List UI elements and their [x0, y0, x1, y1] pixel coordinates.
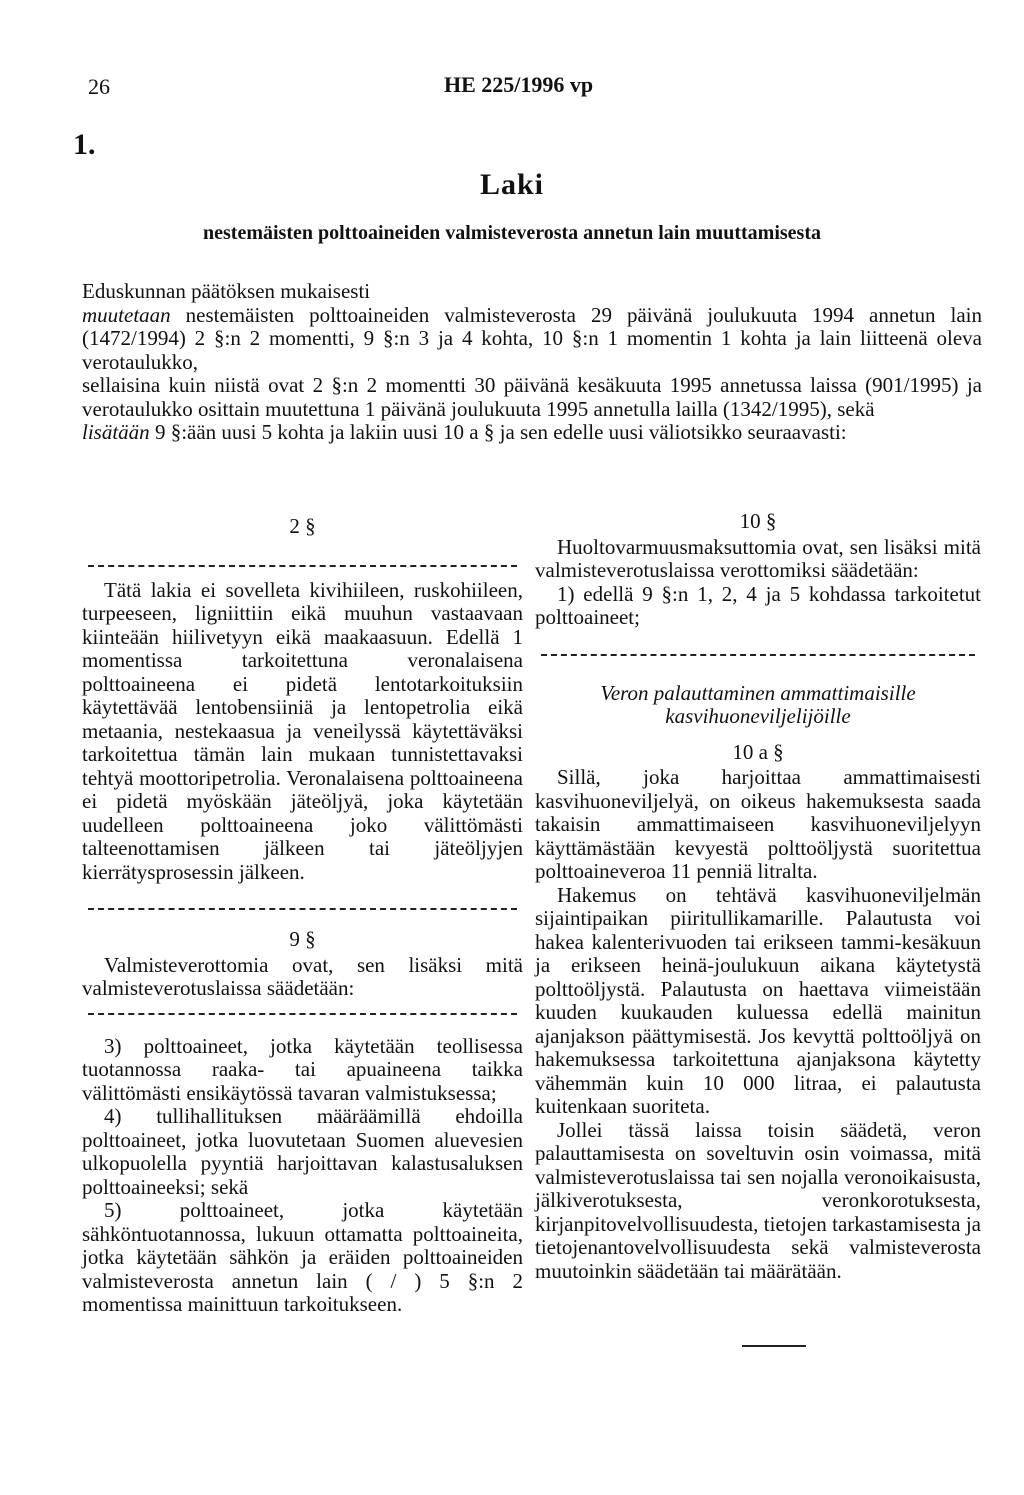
add-text: 9 §:ään uusi 5 kohta ja lakiin uusi 10 a § ja sen edelle uusi väliotsikko seuraavasti: — [149, 420, 847, 444]
section-10a-para-2: Hakemus on tehtävä kasvihuoneviljelmän sijaintipaikan piiritullikamarille. Palautusta voi hakea kalenterivuoden tai erikseen tammi-kesäkuun ja erikseen heinä-joulukuun aikana käytetystä polttoöljystä. Palautusta on haettava viimeistään kuuden kuukauden kuluessa edellä mainitun ajanjakson päättymisestä. Jos kevyttä polttoöljyä on hakemuksessa tarkoitettuna ajanjaksona käytetty vähemmän kuin 10 000 litraa, ei palautusta kuitenkaan suoriteta. — [535, 882, 981, 1118]
section-9-item-5: 5) polttoaineet, jotka käytetään sähköntuotannossa, lukuun ottamatta polttoaineita, jotka käytetään sähkön ja eräiden polttoaineiden valmisteverosta annetun lain ( / ) 5 §:n 2 momentissa mainittuun tarkoitukseen. — [82, 1198, 523, 1316]
preamble-line-1: Eduskunnan päätöksen mukaisesti — [82, 279, 371, 303]
section-10a-heading: 10 a § — [732, 739, 784, 764]
omission-dashes — [88, 1001, 517, 1015]
section-10a-para-3: Jollei tässä laissa toisin säädetä, veron palauttamisesta on soveltuvin osin voimassa, mitä valmisteverotuslaissa tai sen nojalla veronoikaisusta, jälkiverotuksesta, veronkorotuksesta, kirjanpitovelvollisuudesta, tietojen tarkastamisesta ja tietojenantovelvollisuudesta sekä valmisteverosta muutoinkin säädetään tai määrätään. — [535, 1117, 981, 1283]
section-10-heading: 10 § — [739, 509, 777, 533]
law-subtitle: nestemäisten polttoaineiden valmisteverosta annetun lain muuttamisesta — [203, 222, 821, 244]
section-2-text: Tätä lakia ei sovelleta kivihiileen, ruskohiileen, turpeeseen, ligniittiin eikä muuhun vastaavaan kiinteään hiilivetyyn eikä maakaasuun. Edellä 1 momentissa tarkoitettuna veronalaisena polttoaineena ei pidetä lentotarkoituksiin käytettävää lentobensiiniä ja lentopetrolia eikä metaania, nestekaasua ja veneilyssä käytettäväksi tarkoitettua tämän lain mukaan tunnistettavaksi tehtyä moottoripetrolia. Veronalaisena polttoaineena ei pidetä myöskään jäteöljyä, joka käytetään uudelleen polttoaineena joko välittömästi talteenottamisen jälkeen tai jäteöljyjen kierrätysprosessin jälkeen. — [82, 577, 523, 884]
section-9-intro: Valmisteverottomia ovat, sen lisäksi mitä valmisteverotuslaissa säädetään: — [82, 952, 523, 1000]
omission-dashes — [88, 541, 517, 567]
add-keyword: lisätään — [82, 420, 150, 444]
preamble-amend-clause — [82, 304, 982, 375]
page-number: 26 — [88, 74, 110, 99]
section-10-item-1: 1) edellä 9 §:n 1, 2, 4 ja 5 kohdassa tarkoitetut polttoaineet; — [535, 581, 981, 629]
subheading: Veron palauttaminen ammattimaisille kasvihuoneviljelijöille — [600, 680, 916, 728]
amend-text: nestemäisten polttoaineiden valmisteverosta 29 päivänä joulukuuta 1994 annetun lain (1472/1994) 2 §:n 2 momentti, 9 §:n 3 ja 4 kohta, 10 §:n 1 momentin 1 kohta ja lain liitteenä oleva verotaulukko, — [82, 302, 982, 374]
section-9-item-3: 3) polttoaineet, jotka käytetään teollisessa tuotannossa raaka- tai apuaineena taikka välittömästi ensikäytössä tavaran valmistuksessa; — [82, 1033, 523, 1105]
section-10a-para-1: Sillä, joka harjoittaa ammattimaisesti kasvihuoneviljelyä, on oikeus hakemuksesta saada takaisin ammattimaiseen kasvihuoneviljelyyn käyttämästään kevyestä polttoöljystä suoritettua polttoaineveroa 11 penniä litralta. — [535, 765, 981, 883]
left-column — [82, 515, 523, 1317]
section-number: 1. — [73, 128, 96, 161]
preamble — [82, 280, 982, 445]
document-id: HE 225/1996 vp — [444, 72, 594, 97]
end-rule — [742, 1345, 806, 1347]
section-2-heading: 2 § — [289, 514, 316, 538]
preamble-add-clause — [82, 421, 982, 445]
omission-dashes — [88, 884, 517, 910]
omission-dashes — [541, 630, 975, 656]
section-9-item-4: 4) tullihallituksen määräämillä ehdoilla polttoaineet, jotka luovutetaan Suomen aluevesien ulkopuolella pyyntiä harjoittavan kalastusaluksen polttoaineeksi; sekä — [82, 1104, 523, 1199]
law-title: Laki — [479, 168, 545, 201]
right-column — [535, 510, 981, 1283]
section-9-heading: 9 § — [289, 927, 316, 951]
preamble-as-amended: sellaisina kuin niistä ovat 2 §:n 2 momentti 30 päivänä kesäkuuta 1995 annetussa laissa (901/1995) ja verotaulukko osittain muutettuna 1 päivänä joulukuuta 1995 annetulla lailla (1342/1995), sekä — [82, 373, 982, 421]
section-10-intro: Huoltovarmuusmaksuttomia ovat, sen lisäksi mitä valmisteverotuslaissa verottomiksi säädetään: — [535, 534, 981, 582]
amend-keyword: muutetaan — [82, 302, 171, 327]
